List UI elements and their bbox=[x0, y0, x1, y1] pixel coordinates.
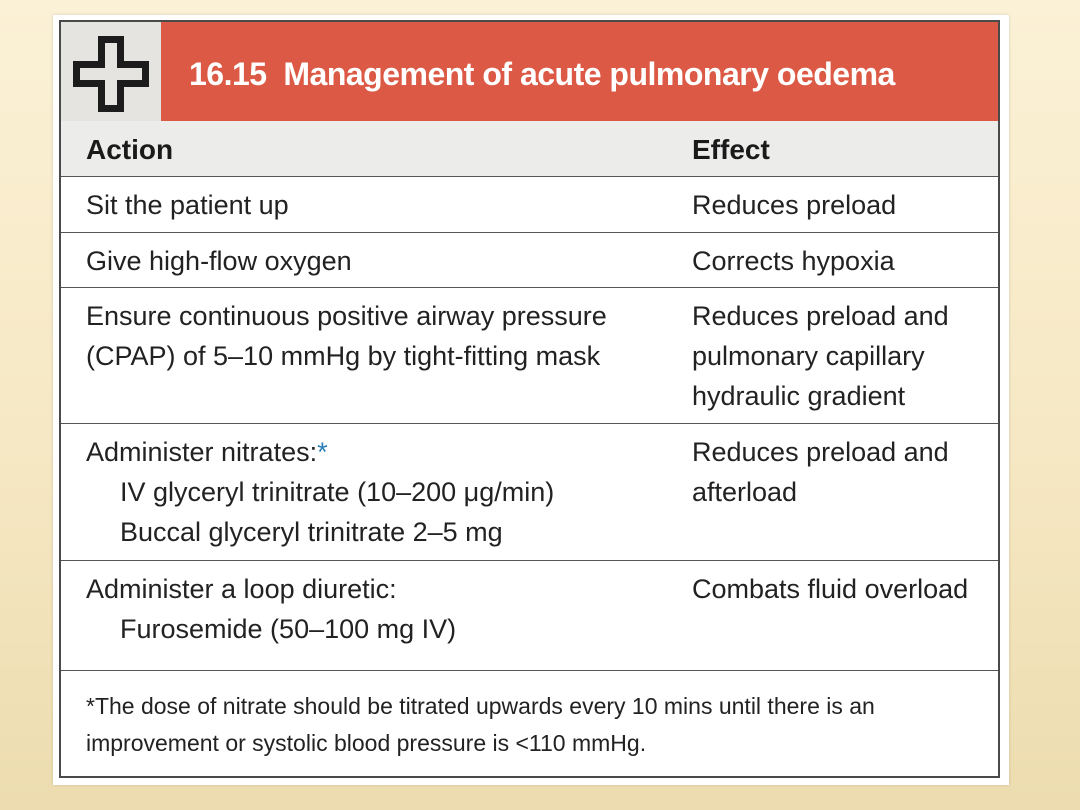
effect-line: Reduces preload and bbox=[692, 301, 949, 331]
table-row bbox=[61, 424, 998, 561]
action-cell bbox=[86, 569, 456, 649]
table-row bbox=[61, 288, 998, 424]
action-line bbox=[86, 432, 554, 472]
effect-cell bbox=[692, 185, 896, 225]
icon-box bbox=[61, 22, 161, 121]
footnote-line: *The dose of nitrate should be titrated upwards every 10 mins until there is an bbox=[86, 693, 875, 719]
effect-line: Reduces preload bbox=[692, 190, 897, 220]
action-cell bbox=[86, 185, 289, 225]
action-subline: Furosemide (50–100 mg IV) bbox=[120, 614, 457, 644]
column-header-effect: Effect bbox=[692, 134, 770, 165]
effect-cell bbox=[692, 432, 949, 512]
effect-line: Combats fluid overload bbox=[692, 574, 969, 604]
action-line: Administer a loop diuretic: bbox=[86, 574, 397, 604]
action-line: Sit the patient up bbox=[86, 190, 289, 220]
table-row bbox=[61, 177, 998, 233]
action-subline: Buccal glyceryl trinitrate 2–5 mg bbox=[120, 517, 503, 547]
action-line: Give high-flow oxygen bbox=[86, 246, 352, 276]
action-cell bbox=[86, 241, 352, 281]
effect-line: afterload bbox=[692, 477, 798, 507]
table-footnote bbox=[86, 688, 966, 762]
medical-cross-icon bbox=[70, 33, 152, 115]
effect-line: Corrects hypoxia bbox=[692, 246, 895, 276]
footnote-line: improvement or systolic blood pressure is <110 mmHg. bbox=[86, 730, 647, 756]
table-header-row bbox=[61, 121, 998, 177]
footnote-marker: * bbox=[317, 437, 328, 467]
action-cell bbox=[86, 296, 607, 376]
table-title bbox=[189, 56, 895, 93]
table-title-text: Management of acute pulmonary oedema bbox=[283, 56, 895, 92]
management-table bbox=[59, 20, 1000, 778]
table-row bbox=[61, 561, 998, 671]
action-text: Administer nitrates: bbox=[86, 437, 318, 467]
slide-card bbox=[53, 15, 1009, 785]
effect-line: hydraulic gradient bbox=[692, 381, 906, 411]
table-row bbox=[61, 233, 998, 288]
title-band bbox=[161, 22, 998, 121]
effect-line: Reduces preload and bbox=[692, 437, 949, 467]
column-header-action: Action bbox=[86, 134, 174, 165]
action-line: Ensure continuous positive airway pressure bbox=[86, 301, 607, 331]
effect-line: pulmonary capillary bbox=[692, 341, 925, 371]
effect-cell bbox=[692, 569, 968, 609]
action-cell bbox=[86, 432, 554, 552]
table-title-bar bbox=[61, 22, 998, 121]
effect-cell bbox=[692, 296, 949, 416]
table-number: 16.15 bbox=[189, 56, 267, 92]
effect-cell bbox=[692, 241, 895, 281]
action-subline: IV glyceryl trinitrate (10–200 μg/min) bbox=[120, 477, 555, 507]
action-line: (CPAP) of 5–10 mmHg by tight-fitting mask bbox=[86, 341, 601, 371]
